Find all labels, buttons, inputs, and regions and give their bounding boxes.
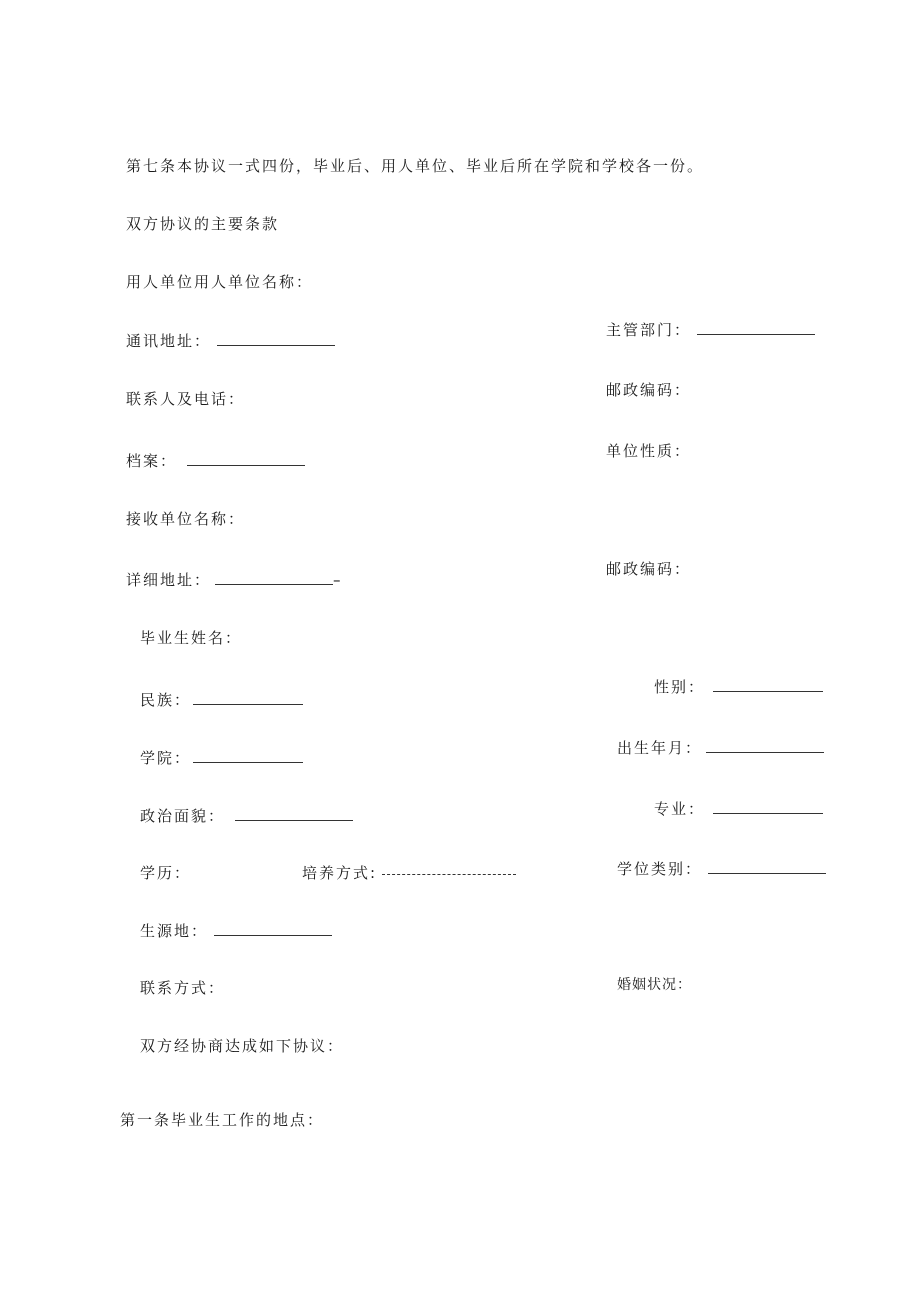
archive-row: [126, 451, 305, 471]
employer-name-label: 用人单位用人单位名称：: [126, 273, 314, 291]
unit-nature-label: 单位性质：: [606, 442, 692, 460]
postcode-2-label: 邮政编码：: [606, 560, 692, 578]
archive-field[interactable]: [187, 451, 305, 466]
department-label: 主管部门：: [606, 321, 692, 339]
training-mode-label: 培养方式:: [302, 864, 378, 882]
ethnicity-row: [140, 690, 303, 710]
detail-address-field[interactable]: [215, 570, 333, 585]
college-field[interactable]: [193, 748, 303, 763]
postcode-label: 邮政编码：: [606, 381, 692, 399]
contact-phone-label: 联系人及电话：: [126, 390, 246, 408]
marital-status-label: 婚姻状况：: [617, 977, 692, 993]
politics-row: [140, 806, 353, 826]
department-row: [606, 320, 815, 340]
main-terms-heading: 双方协议的主要条款: [126, 215, 280, 233]
degree-field[interactable]: [708, 859, 826, 874]
address-row: [126, 331, 335, 351]
training-mode-field[interactable]: [382, 874, 516, 875]
graduate-name-label: 毕业生姓名：: [140, 629, 243, 647]
birth-label: 出生年月：: [617, 739, 703, 757]
gender-label: 性别：: [654, 678, 706, 696]
college-row: [140, 748, 303, 768]
detail-address-label: 详细地址：: [126, 571, 212, 589]
birth-field[interactable]: [706, 738, 824, 753]
ethnicity-label: 民族：: [140, 691, 192, 709]
origin-field[interactable]: [214, 921, 332, 936]
detail-address-suffix: –: [333, 571, 343, 589]
receiver-name-label: 接收单位名称：: [126, 510, 246, 528]
ethnicity-field[interactable]: [193, 690, 303, 705]
degree-label: 学位类别：: [617, 860, 703, 878]
politics-label: 政治面貌：: [140, 807, 226, 825]
major-field[interactable]: [713, 799, 823, 814]
politics-field[interactable]: [235, 806, 353, 821]
archive-label: 档案：: [126, 452, 178, 470]
address-label: 通讯地址：: [126, 332, 212, 350]
degree-row: [617, 859, 826, 879]
address-field[interactable]: [217, 331, 335, 346]
origin-row: [140, 921, 332, 941]
major-row: [654, 799, 823, 819]
major-label: 专业：: [654, 800, 706, 818]
department-field[interactable]: [697, 320, 815, 335]
education-label: 学历：: [140, 864, 192, 882]
origin-label: 生源地：: [140, 922, 209, 940]
detail-address-row: [126, 570, 343, 590]
gender-field[interactable]: [713, 677, 823, 692]
agreement-intro: 双方经协商达成如下协议：: [140, 1037, 345, 1055]
contact-method-label: 联系方式：: [140, 979, 226, 997]
gender-row: [654, 677, 823, 697]
clause-7: 第七条本协议一式四份，毕业后、用人单位、毕业后所在学院和学校各一份。: [126, 157, 705, 175]
college-label: 学院：: [140, 749, 192, 767]
birth-row: [617, 738, 824, 758]
clause-1: 第一条毕业生工作的地点：: [120, 1111, 325, 1129]
